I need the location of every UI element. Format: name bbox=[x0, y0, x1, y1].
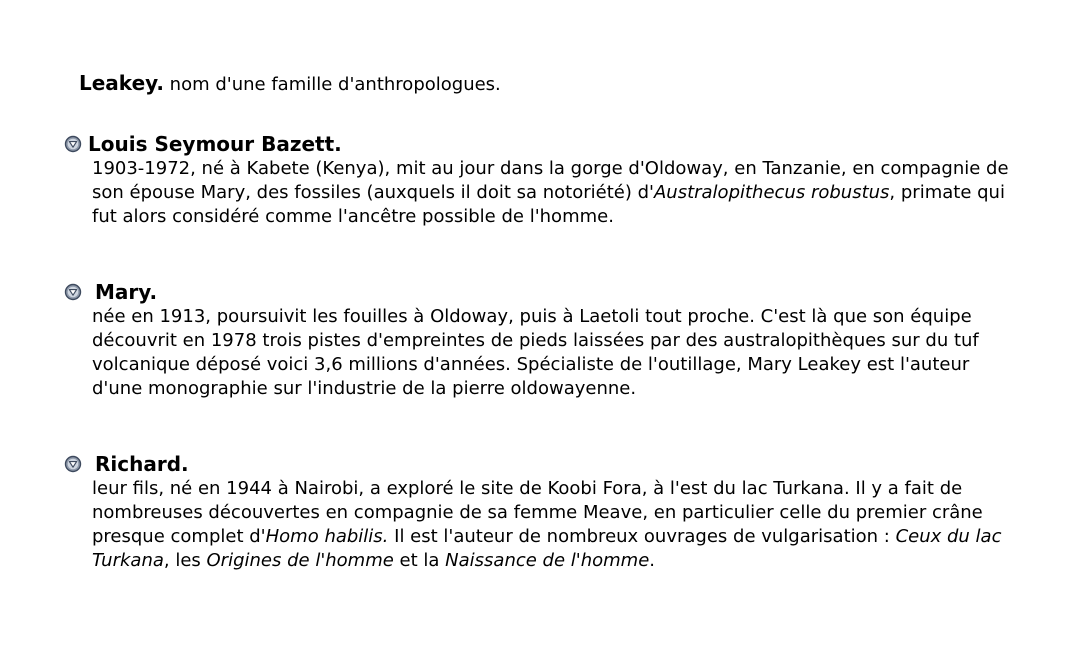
entry-body bbox=[92, 477, 1012, 573]
entry-richard bbox=[64, 451, 1044, 573]
entry-header bbox=[64, 451, 1044, 477]
entry-italic-term: Australopithecus robustus bbox=[653, 182, 890, 203]
entry-body bbox=[92, 305, 1012, 401]
intro-line bbox=[79, 71, 501, 97]
entry-italic-book-title: Origines de l'homme bbox=[206, 550, 394, 571]
entry-title: Richard. bbox=[95, 452, 189, 476]
chevron-down-circle-icon[interactable] bbox=[64, 455, 82, 473]
entry-italic-book-title: Ceux du lac Turkana bbox=[92, 526, 1002, 571]
chevron-down-circle-icon[interactable] bbox=[64, 283, 82, 301]
chevron-down-circle-icon[interactable] bbox=[64, 135, 82, 153]
entry-text: , primate qui fut alors considéré comme l'ancêtre possible de l'homme. bbox=[92, 182, 1005, 227]
entry-text: leur fils, né en 1944 à Nairobi, a exploré le site de Koobi Fora, à l'est du lac Turkana. Il y a fait de nombreuses découvertes en compagnie de sa femme Meave, en particulier celle du premier crâne presque complet d' bbox=[92, 478, 983, 547]
entry-text: née en 1913, poursuivit les fouilles à Oldoway, puis à Laetoli tout proche. C'est là que son équipe découvrit en 1978 trois pistes d'empreintes de pieds laissées par des australopithèques sur du tuf volcanique déposé voici 3,6 millions d'années. Spécialiste de l'outillage, Mary Leakey est l'auteur d'une monographie sur l'industrie de la pierre oldowayenne. bbox=[92, 306, 979, 399]
entry-italic-term: Homo habilis. bbox=[265, 526, 389, 547]
entry-header bbox=[64, 279, 1044, 305]
entry-mary bbox=[64, 279, 1044, 401]
entry-text: . bbox=[649, 550, 656, 571]
headword-definition: nom d'une famille d'anthropologues. bbox=[163, 74, 501, 95]
entry-italic-book-title: Naissance de l'homme bbox=[445, 550, 650, 571]
entry-text: , les bbox=[163, 550, 207, 571]
headword: Leakey. bbox=[79, 71, 164, 95]
entry-title: Mary. bbox=[95, 280, 158, 304]
entry-text: Il est l'auteur de nombreux ouvrages de vulgarisation : bbox=[388, 526, 896, 547]
entry-text: 1903-1972, né à Kabete (Kenya), mit au jour dans la gorge d'Oldoway, en Tanzanie, en compagnie de son épouse Mary, des fossiles (auxquels il doit sa notoriété) d' bbox=[92, 158, 1009, 203]
entry-title: Louis Seymour Bazett. bbox=[88, 132, 342, 156]
entry-body bbox=[92, 157, 1012, 229]
entry-text: et la bbox=[393, 550, 446, 571]
entry-header bbox=[64, 131, 1044, 157]
entry-louis bbox=[64, 131, 1044, 229]
